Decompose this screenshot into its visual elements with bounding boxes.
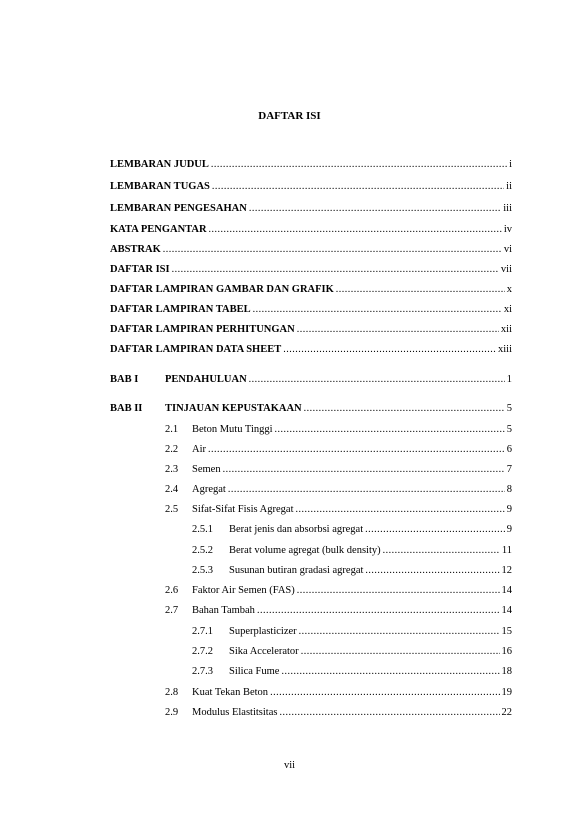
- toc-entry-page: iii: [503, 203, 512, 214]
- section-title: Semen: [192, 464, 221, 475]
- subsection-title: Superplasticizer: [229, 626, 297, 637]
- toc-entry-label: LEMBARAN PENGESAHAN: [110, 203, 247, 214]
- dot-leader: [279, 706, 499, 720]
- toc-entry-label: DAFTAR LAMPIRAN DATA SHEET: [110, 344, 282, 355]
- dot-leader: [270, 686, 499, 700]
- subsection-entry: [192, 564, 512, 578]
- subsection-entry: [192, 523, 512, 537]
- dot-leader: [297, 323, 499, 337]
- dot-leader: [172, 263, 499, 277]
- subsection-entry: [192, 665, 512, 679]
- subsection-entry: [192, 544, 512, 558]
- toc-entry: [110, 263, 512, 277]
- toc-entry-page: vii: [500, 264, 512, 275]
- page-number-footer: vii: [283, 760, 296, 771]
- chapter-number: BAB I: [110, 374, 139, 385]
- subsection-number: 2.5.3: [192, 565, 213, 576]
- section-title: Bahan Tambah: [192, 605, 255, 616]
- chapter-entry: [110, 373, 512, 387]
- section-title: Kuat Tekan Beton: [192, 687, 269, 698]
- dot-leader: [223, 463, 505, 477]
- dot-leader: [299, 625, 500, 639]
- toc-entry-page: iv: [503, 224, 512, 235]
- dot-leader: [296, 503, 505, 517]
- page-title: DAFTAR ISI: [258, 110, 321, 122]
- dot-leader: [208, 443, 505, 457]
- subsection-title: Susunan butiran gradasi agregat: [229, 565, 364, 576]
- chapter-entry: [110, 402, 512, 416]
- dot-leader: [228, 483, 505, 497]
- section-number: 2.4: [165, 484, 179, 495]
- section-title: Sifat-Sifat Fisis Agregat: [192, 504, 294, 515]
- section-page: 19: [501, 687, 512, 698]
- section-page: 22: [501, 707, 512, 718]
- subsection-number: 2.7.2: [192, 646, 213, 657]
- dot-leader: [283, 343, 496, 357]
- toc-entry: [110, 283, 512, 297]
- dot-leader: [211, 158, 507, 172]
- section-entry: [165, 706, 512, 720]
- subsection-title: Silica Fume: [229, 666, 280, 677]
- chapter-page: 5: [506, 403, 512, 414]
- dot-leader: [301, 645, 500, 659]
- section-number: 2.3: [165, 464, 179, 475]
- section-page: 7: [506, 464, 512, 475]
- subsection-page: 12: [501, 565, 512, 576]
- section-page: 14: [501, 605, 512, 616]
- subsection-number: 2.5.2: [192, 545, 213, 556]
- toc-entry-page: vi: [503, 244, 512, 255]
- chapter-title: PENDAHULUAN: [165, 374, 247, 385]
- toc-entry-label: LEMBARAN TUGAS: [110, 181, 210, 192]
- dot-leader: [257, 604, 500, 618]
- toc-entry: [110, 243, 512, 257]
- subsection-title: Berat jenis dan absorbsi agregat: [229, 524, 364, 535]
- dot-leader: [249, 202, 501, 216]
- chapter-title: TINJAUAN KEPUSTAKAAN: [165, 403, 302, 414]
- toc-entry: [110, 202, 512, 216]
- dot-leader: [281, 665, 499, 679]
- section-title: Faktor Air Semen (FAS): [192, 585, 295, 596]
- section-page: 14: [501, 585, 512, 596]
- subsection-entry: [192, 645, 512, 659]
- dot-leader: [275, 423, 505, 437]
- section-number: 2.7: [165, 605, 179, 616]
- section-number: 2.6: [165, 585, 179, 596]
- section-number: 2.1: [165, 424, 179, 435]
- section-title: Modulus Elastitsitas: [192, 707, 278, 718]
- chapter-page: 1: [506, 374, 512, 385]
- section-number: 2.5: [165, 504, 179, 515]
- toc-entry-label: DAFTAR ISI: [110, 264, 170, 275]
- subsection-title: Berat volume agregat (bulk density): [229, 545, 381, 556]
- section-page: 8: [506, 484, 512, 495]
- dot-leader: [253, 303, 502, 317]
- dot-leader: [336, 283, 505, 297]
- section-entry: [165, 584, 512, 598]
- dot-leader: [365, 523, 505, 537]
- section-title: Agregat: [192, 484, 226, 495]
- toc-entry-label: KATA PENGANTAR: [110, 224, 207, 235]
- section-number: 2.8: [165, 687, 179, 698]
- toc-entry: [110, 343, 512, 357]
- section-page: 9: [506, 504, 512, 515]
- dot-leader: [212, 180, 504, 194]
- toc-entry-label: DAFTAR LAMPIRAN GAMBAR DAN GRAFIK: [110, 284, 334, 295]
- toc-entry-page: i: [509, 159, 512, 170]
- subsection-page: 18: [501, 666, 512, 677]
- toc-entry: [110, 180, 512, 194]
- section-entry: [165, 503, 512, 517]
- subsection-page: 16: [501, 646, 512, 657]
- section-entry: [165, 483, 512, 497]
- toc-entry-page: xii: [500, 324, 512, 335]
- toc-entry-page: xi: [503, 304, 512, 315]
- section-entry: [165, 443, 512, 457]
- toc-entry: [110, 158, 512, 172]
- subsection-page: 15: [501, 626, 512, 637]
- subsection-number: 2.7.3: [192, 666, 213, 677]
- section-entry: [165, 463, 512, 477]
- toc-entry: [110, 223, 512, 237]
- toc-entry-label: LEMBARAN JUDUL: [110, 159, 209, 170]
- subsection-entry: [192, 625, 512, 639]
- toc-entry-label: DAFTAR LAMPIRAN TABEL: [110, 304, 251, 315]
- toc-entry-page: xiii: [497, 344, 512, 355]
- dot-leader: [383, 544, 500, 558]
- section-page: 6: [506, 444, 512, 455]
- toc-entry: [110, 303, 512, 317]
- section-entry: [165, 423, 512, 437]
- toc-entry-label: DAFTAR LAMPIRAN PERHITUNGAN: [110, 324, 295, 335]
- subsection-page: 9: [506, 524, 512, 535]
- subsection-number: 2.7.1: [192, 626, 213, 637]
- chapter-number: BAB II: [110, 403, 143, 414]
- dot-leader: [297, 584, 500, 598]
- section-entry: [165, 604, 512, 618]
- dot-leader: [365, 564, 499, 578]
- subsection-title: Sika Accelerator: [229, 646, 299, 657]
- section-title: Beton Mutu Tinggi: [192, 424, 273, 435]
- section-number: 2.2: [165, 444, 179, 455]
- subsection-page: 11: [501, 545, 512, 556]
- dot-leader: [163, 243, 502, 257]
- section-page: 5: [506, 424, 512, 435]
- toc-entry-label: ABSTRAK: [110, 244, 161, 255]
- dot-leader: [249, 373, 505, 387]
- subsection-number: 2.5.1: [192, 524, 213, 535]
- dot-leader: [209, 223, 502, 237]
- toc-entry: [110, 323, 512, 337]
- dot-leader: [304, 402, 505, 416]
- toc-entry-page: ii: [506, 181, 512, 192]
- section-title: Air: [192, 444, 206, 455]
- section-entry: [165, 686, 512, 700]
- section-number: 2.9: [165, 707, 179, 718]
- toc-entry-page: x: [506, 284, 512, 295]
